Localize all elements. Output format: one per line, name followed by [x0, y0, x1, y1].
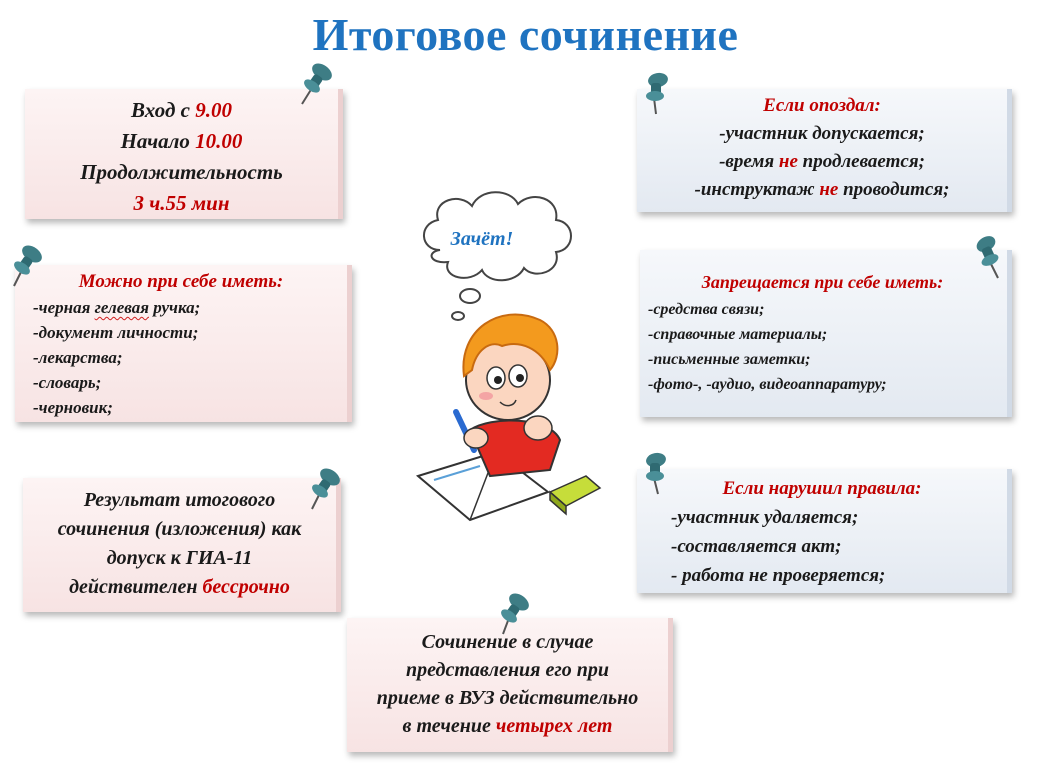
university-validity: четырех лет	[495, 715, 613, 737]
push-pin-icon	[640, 448, 680, 496]
university-line: представления его при	[406, 659, 609, 681]
late-heading: Если опоздал:	[763, 95, 881, 116]
spellcheck-word: гелевая	[94, 298, 149, 317]
start-time: 10.00	[195, 129, 243, 153]
rules-violation-card	[637, 469, 1012, 593]
list-item: -письменные заметки;	[648, 351, 811, 368]
allowed-heading: Можно при себе иметь:	[78, 271, 284, 292]
list-item: -документ личности;	[33, 323, 199, 342]
list-item: -черновик;	[33, 398, 113, 417]
list-item: -составляется акт;	[671, 536, 842, 557]
push-pin-icon	[972, 232, 1012, 280]
push-pin-icon	[8, 240, 48, 288]
result-line: допуск к ГИА-11	[106, 547, 253, 569]
schedule-card	[25, 89, 343, 219]
list-item: -участник удаляется;	[671, 507, 859, 528]
result-line: Результат итогового	[83, 489, 276, 511]
violation-heading: Если нарушил правила:	[722, 478, 922, 499]
push-pin-icon	[495, 588, 535, 636]
list-item: -справочные материалы;	[648, 326, 828, 343]
start-label: Начало	[120, 129, 190, 153]
entry-time: 9.00	[195, 98, 232, 122]
list-item: -словарь;	[33, 373, 102, 392]
list-item: -черная гелевая ручка;	[33, 298, 201, 317]
result-line: действителен	[69, 576, 203, 598]
push-pin-icon	[298, 58, 338, 106]
list-item: -участник допускается;	[719, 123, 925, 144]
allowed-items-card	[15, 265, 352, 422]
push-pin-icon	[640, 68, 680, 116]
thought-cloud-text: Зачёт!	[450, 228, 514, 250]
thought-cloud-icon	[424, 192, 571, 320]
late-arrival-card	[637, 89, 1012, 212]
list-item: -инструктаж не проводится;	[694, 179, 950, 200]
result-validity: бессрочно	[202, 576, 290, 598]
list-item: -фото-, -аудио, видеоаппаратуру;	[648, 376, 887, 393]
list-item: -средства связи;	[648, 301, 765, 318]
list-item: -время не продлевается;	[719, 151, 925, 172]
forbidden-heading: Запрещается при себе иметь:	[701, 272, 944, 292]
forbidden-items-card	[640, 250, 1012, 417]
result-validity-card	[23, 478, 341, 612]
list-item: - работа не проверяется;	[671, 565, 886, 586]
duration-value: 3 ч.55 мин	[133, 191, 230, 215]
push-pin-icon	[306, 463, 346, 511]
list-item: -лекарства;	[33, 348, 123, 367]
entry-label: Вход с	[131, 98, 190, 122]
page-title: Итоговое сочинение	[312, 9, 739, 60]
university-line: в течение	[402, 715, 496, 737]
university-line: приеме в ВУЗ действительно	[376, 687, 639, 709]
university-validity-card	[347, 618, 673, 752]
duration-label: Продолжительность	[80, 160, 283, 184]
university-line: Сочинение в случае	[421, 631, 594, 653]
result-line: сочинения (изложения) как	[57, 518, 302, 540]
